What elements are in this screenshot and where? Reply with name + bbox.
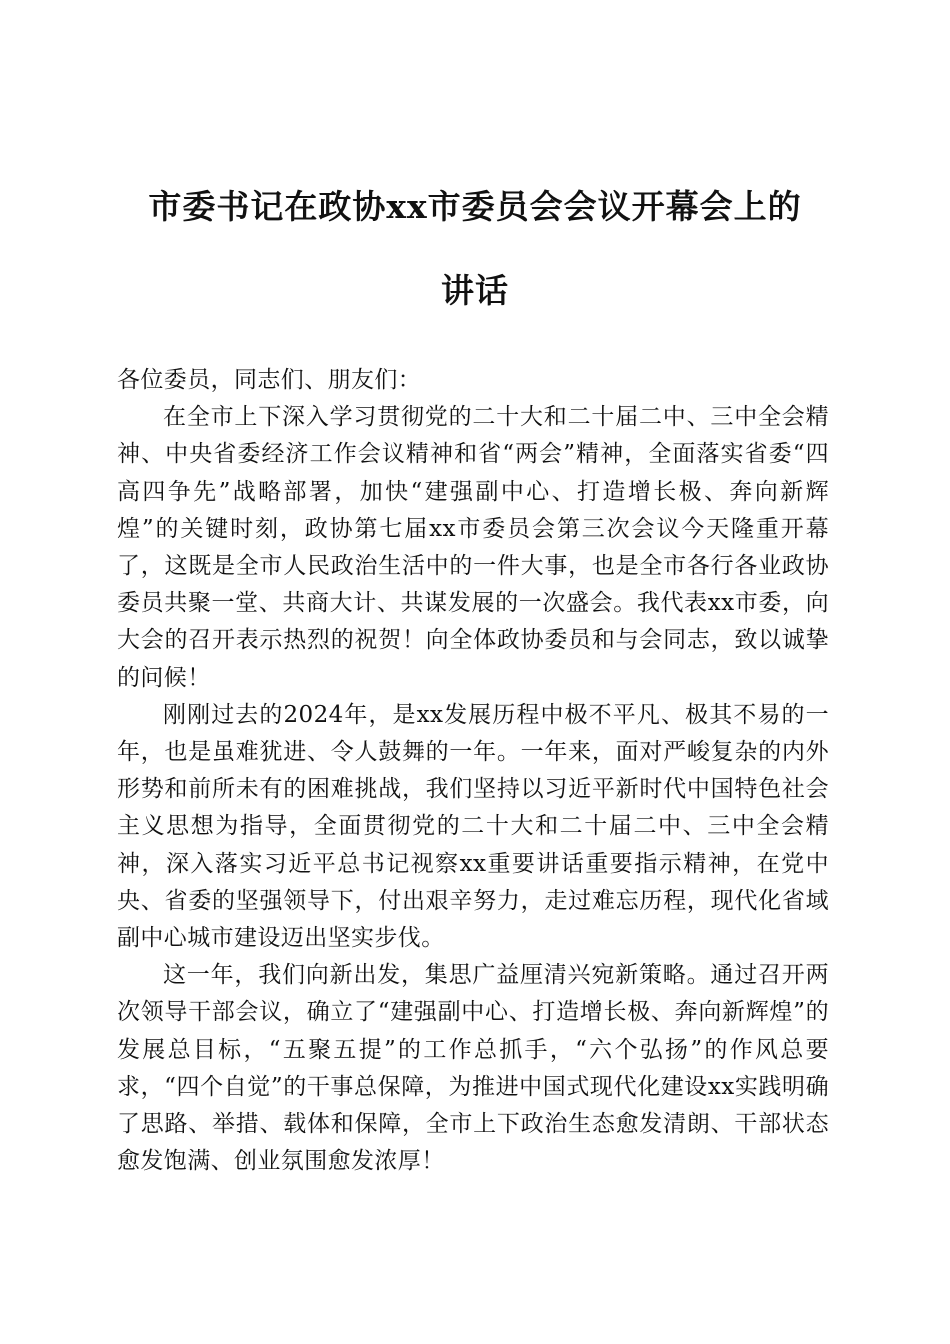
document-title: [100, 165, 850, 333]
salutation: 各位委员，同志们、朋友们：: [117, 367, 422, 393]
title-line-1: 市委书记在政协xx市委员会会议开幕会上的: [148, 187, 802, 226]
title-line-2: 讲话: [441, 271, 509, 310]
document-body: [117, 362, 829, 1180]
paragraph-3: 这一年，我们向新出发，集思广益厘清兴宛新策略。通过召开两次领导干部会议，确立了“建强副中心、打造增长极、奔向新辉煌”的发展总目标，“五聚五提”的工作总抓手，“六个弘扬”的作风总要求，“四个自觉”的干事总保障，为推进中国式现代化建设xx实践明确了思路、举措、载体和保障，全市上下政治生态愈发清朗、干部状态愈发饱满、创业氛围愈发浓厚！: [117, 962, 829, 1175]
paragraph-1: 在全市上下深入学习贯彻党的二十大和二十届二中、三中全会精神、中央省委经济工作会议精神和省“两会”精神，全面落实省委“四高四争先”战略部署，加快“建强副中心、打造增长极、奔向新辉煌”的关键时刻，政协第七届xx市委员会第三次会议今天隆重开幕了，这既是全市人民政治生活中的一件大事，也是全市各行各业政协委员共聚一堂、共商大计、共谋发展的一次盛会。我代表xx市委，向大会的召开表示热烈的祝贺！向全体政协委员和与会同志，致以诚挚的问候！: [117, 404, 829, 691]
paragraph-2: 刚刚过去的2024年，是xx发展历程中极不平凡、极其不易的一年，也是虽难犹进、令人鼓舞的一年。一年来，面对严峻复杂的内外形势和前所未有的困难挑战，我们坚持以习近平新时代中国特色社会主义思想为指导，全面贯彻党的二十大和二十届二中、三中全会精神，深入落实习近平总书记视察xx重要讲话重要指示精神，在党中央、省委的坚强领导下，付出艰辛努力，走过难忘历程，现代化省域副中心城市建设迈出坚实步伐。: [117, 701, 829, 952]
